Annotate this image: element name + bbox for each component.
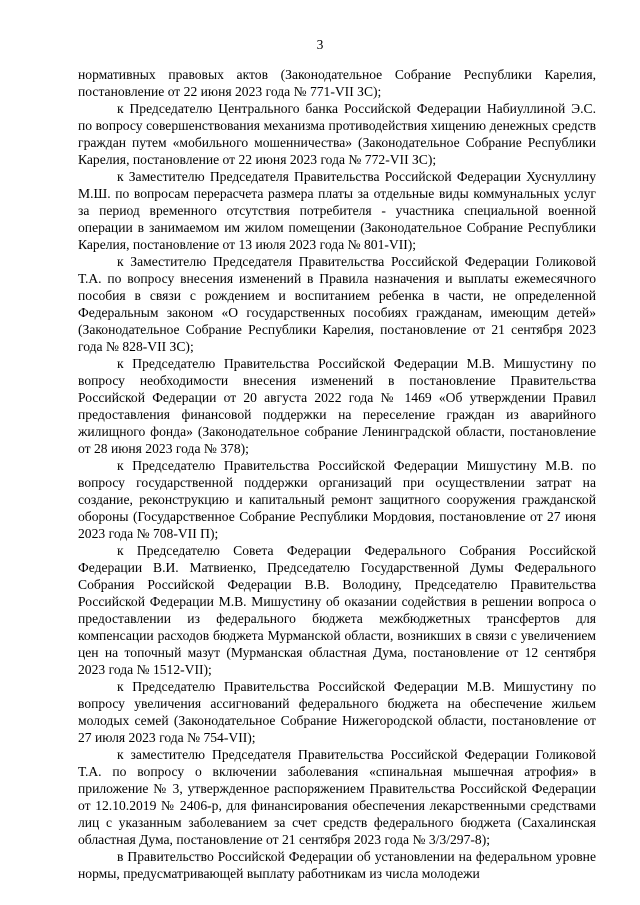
- paragraph-mishustin-civil-defense: к Председателю Правительства Российской Федерации Мишустину М.В. по вопросу государственной поддержки организаций при осуществлении затрат на создание, реконструкцию и капитальный ремонт защитного сооружения гражданской обороны (Государственное Собрание Республики Мордовия, постановление от 27 июня 2023 года № 708-VII П);: [78, 458, 596, 541]
- page-number: 3: [316, 37, 324, 52]
- paragraph-golikova-sma: к заместителю Председателя Правительства Российской Федерации Голиковой Т.А. по вопросу о включении заболевания «спинальная мышечная атрофия» в приложение № 3, утвержденное распоряжением Правительства Российской Федерации от 12.10.2019 № 2406-р, для финансирования обеспечения лекарственными средствами лиц с указанным заболеванием за счет средств федерального бюджета (Сахалинская областная Дума, постановление от 21 сентября 2023 года № 3/3/297-8);: [78, 747, 596, 847]
- paragraph-central-bank: к Председателю Центрального банка Российской Федерации Набиуллиной Э.С. по вопросу совершенствования механизма противодействия хищению денежных средств граждан путем «мобильного мошенничества» (Законодательное Собрание Республики Карелия, постановление от 22 июня 2023 года № 772-VII ЗС);: [78, 101, 596, 167]
- paragraph-continued: нормативных правовых актов (Законодательное Собрание Республики Карелия, постановление от 22 июня 2023 года № 771-VII ЗС);: [78, 67, 596, 99]
- paragraph-mishustin-housing: к Председателю Правительства Российской Федерации М.В. Мишустину по вопросу необходимости внесения изменений в постановление Правительства Российской Федерации от 20 августа 2022 года № 1469 «Об утверждении Правил предоставления финансовой поддержки на переселение граждан из аварийного жилищного фонда» (Законодательное собрание Ленинградской области, постановление от 28 июня 2023 года № 378);: [78, 356, 596, 456]
- paragraph-government-youth: в Правительство Российской Федерации об установлении на федеральном уровне нормы, предусматривающей выплату работникам из числа молодежи: [78, 849, 596, 881]
- paragraph-matvienko-volodin-mishustin: к Председателю Совета Федерации Федерального Собрания Российской Федерации В.И. Матвиенко, Председателю Государственной Думы Федерального Собрания Российской Федерации В.В. Володину, Председателю Правительства Российской Федерации М.В. Мишустину об оказании содействия в решении вопроса о предоставлении из федерального бюджета межбюджетных трансфертов для компенсации расходов бюджета Мурманской области, возникших в связи с увеличением цен на топочный мазут (Мурманская областная Дума, постановление от 12 сентября 2023 года № 1512-VII);: [78, 543, 596, 677]
- paragraph-khusnullin: к Заместителю Председателя Правительства Российской Федерации Хуснуллину М.Ш. по вопросам перерасчета размера платы за отдельные виды коммунальных услуг за период временного отсутствия потребителя - участника специальной военной операции в занимаемом им жилом помещении (Законодательное Собрание Республики Карелия, постановление от 13 июля 2023 года № 801-VII);: [78, 169, 596, 252]
- paragraph-mishustin-young-families: к Председателю Правительства Российской Федерации М.В. Мишустину по вопросу увеличения ассигнований федерального бюджета на обеспечение жильем молодых семей (Законодательное Собрание Нижегородской области, постановление от 27 июля 2023 года № 754-VII);: [78, 679, 596, 745]
- paragraph-golikova-benefits: к Заместителю Председателя Правительства Российской Федерации Голиковой Т.А. по вопросу внесения изменений в Правила назначения и выплаты ежемесячного пособия в связи с рождением и воспитанием ребенка в части, не определенной Федеральным законом «О государственных пособиях гражданам, имеющим детей» (Законодательное Собрание Республики Карелия, постановление от 21 сентября 2023 года № 828-VII ЗС);: [78, 254, 596, 354]
- document-body: [78, 66, 596, 882]
